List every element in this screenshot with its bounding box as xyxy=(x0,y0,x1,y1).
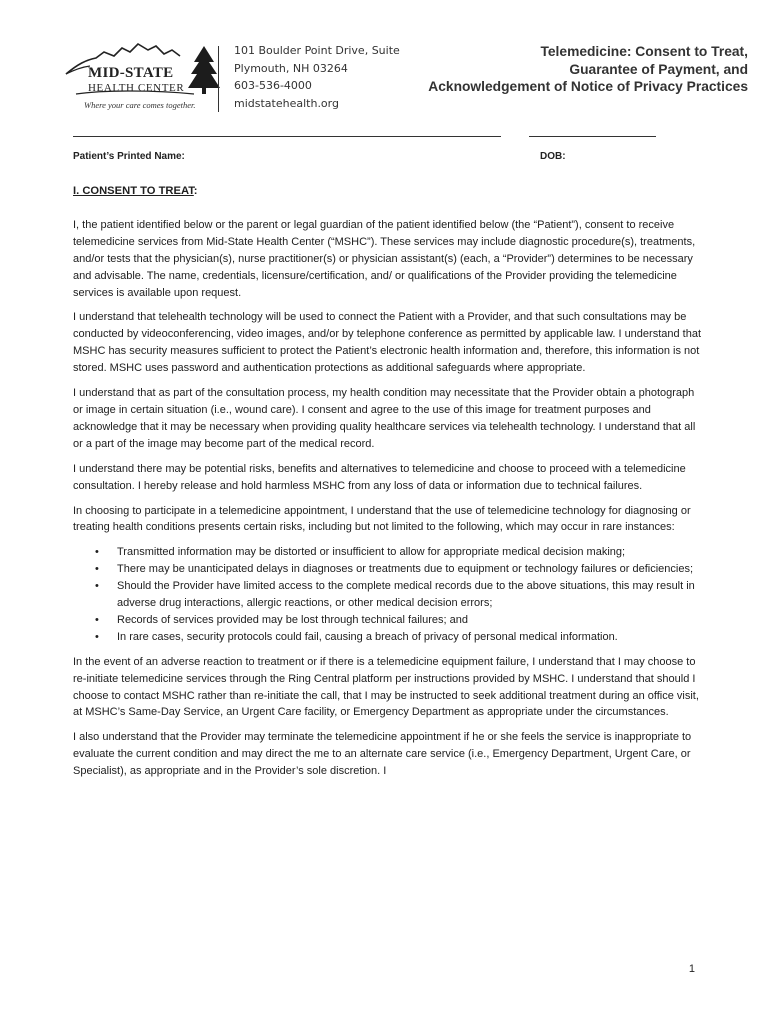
risk-list xyxy=(73,544,703,645)
paragraph-termination: I also understand that the Provider may terminate the telemedicine appointment if he or she feels the service is inappropriate to evaluate the current condition and may direct the me to an alternate care service (i.e., Emergency Department, Urgent Care, or Specialist), as appropriate and in the Provider’s sole discretion. I xyxy=(73,731,692,778)
list-item: • Transmitted information may be distorted or insufficient to allow for appropriate medical decision making; xyxy=(117,544,703,561)
patient-name-label: Patient’s Printed Name: xyxy=(73,151,185,162)
paragraph-risks-intro: In choosing to participate in a telemedicine appointment, I understand that the use of telemedicine technology for diagnosing or treating health conditions presents certain risks, including but not limited to the following, which may occur in rare instances: xyxy=(73,504,691,534)
dob-field[interactable] xyxy=(529,136,656,137)
title-line-3: Acknowledgement of Notice of Privacy Practices xyxy=(428,79,748,94)
list-item: • There may be unanticipated delays in diagnoses or treatments due to equipment or technology failures or deficiencies; xyxy=(117,561,703,578)
title-line-2: Guarantee of Payment, and xyxy=(569,61,748,77)
page-number: 1 xyxy=(688,963,695,975)
paragraph-adverse-reaction: In the event of an adverse reaction to treatment or if there is a telemedicine equipment failure, I understand that I may choose to re-initiate telemedicine services through the Ring Central platform per instructions provided by MSHC. I understand that should I choose to contact MSHC rather than re-initiate the call, that I may be instructed to seek additional treatment during an office visit, at MSHC’s Same-Day Service, an Urgent Care facility, or Emergency Department as appropriate under the circumstances. xyxy=(73,655,699,719)
org-logo xyxy=(64,40,222,114)
header-divider xyxy=(218,46,219,112)
org-tagline: Where your care comes together. xyxy=(84,100,196,110)
address-line-website: midstatehealth.org xyxy=(234,96,339,110)
paragraph-consent: I, the patient identified below or the parent or legal guardian of the patient identified below (the “Patient”), consent to receive telemedicine services from Mid-State Health Center (“MSHC”). These services may include diagnostic procedure(s), treatments, and/or tests that the physician(s), nurse practitioner(s) or physician assistant(s) (each, a “Provider”) determines to be necessary and advisable. The name, credentials, licensure/certification, and/ or qualifications of the Provider providing the telemedicine services is available upon request. xyxy=(73,218,696,299)
dob-label: DOB: xyxy=(540,151,566,162)
paragraph-risks-release: I understand there may be potential risks, benefits and alternatives to telemedicine and choose to proceed with a telemedicine consultation. I hereby release and hold harmless MSHC from any loss of data or information due to technical failures. xyxy=(73,462,686,492)
org-name-line2: HEALTH CENTER xyxy=(88,82,185,94)
section-heading xyxy=(73,183,703,200)
list-item: • Records of services provided may be lost through technical failures; and xyxy=(117,612,703,629)
document-title xyxy=(368,43,748,96)
section-heading-colon: : xyxy=(193,185,198,197)
patient-name-field[interactable] xyxy=(73,136,501,137)
list-item: • In rare cases, security protocols could fail, causing a breach of privacy of personal medical information. xyxy=(117,629,703,646)
section-heading-text: I. CONSENT TO TREAT xyxy=(73,185,194,197)
document-body xyxy=(73,183,703,788)
org-name-line1: MID-STATE xyxy=(88,65,174,81)
list-item: • Should the Provider have limited access to the complete medical records due to the above situations, this may result in adverse drug interactions, allergic reactions, or other medical decision errors; xyxy=(117,578,703,612)
address-line-phone: 603-536-4000 xyxy=(234,79,312,92)
address-line-street: 101 Boulder Point Drive, Suite xyxy=(234,44,400,57)
paragraph-images: I understand that as part of the consultation process, my health condition may necessitate that the Provider obtain a photograph or image in certain situation (i.e., wound care). I consent and agree to the use of this image for treatment purposes and acknowledge that it may be necessary when providing quality healthcare services via telehealth technology. I understand that all or a part of the image may become part of the medical record. xyxy=(73,387,696,450)
title-line-1: Telemedicine: Consent to Treat, xyxy=(540,44,748,59)
paragraph-technology: I understand that telehealth technology will be used to connect the Patient with a Provider, and that such consultations may be conducted by videoconferencing, video images, and/or by telephone conference as permitted by applicable law. I understand that MSHC has security measures sufficient to protect the Patient’s electronic health information and, therefore, this information is not stored. MSHC uses password and authentication protections as additional safeguards where appropriate. xyxy=(73,311,702,375)
address-line-city: Plymouth, NH 03264 xyxy=(234,61,348,75)
